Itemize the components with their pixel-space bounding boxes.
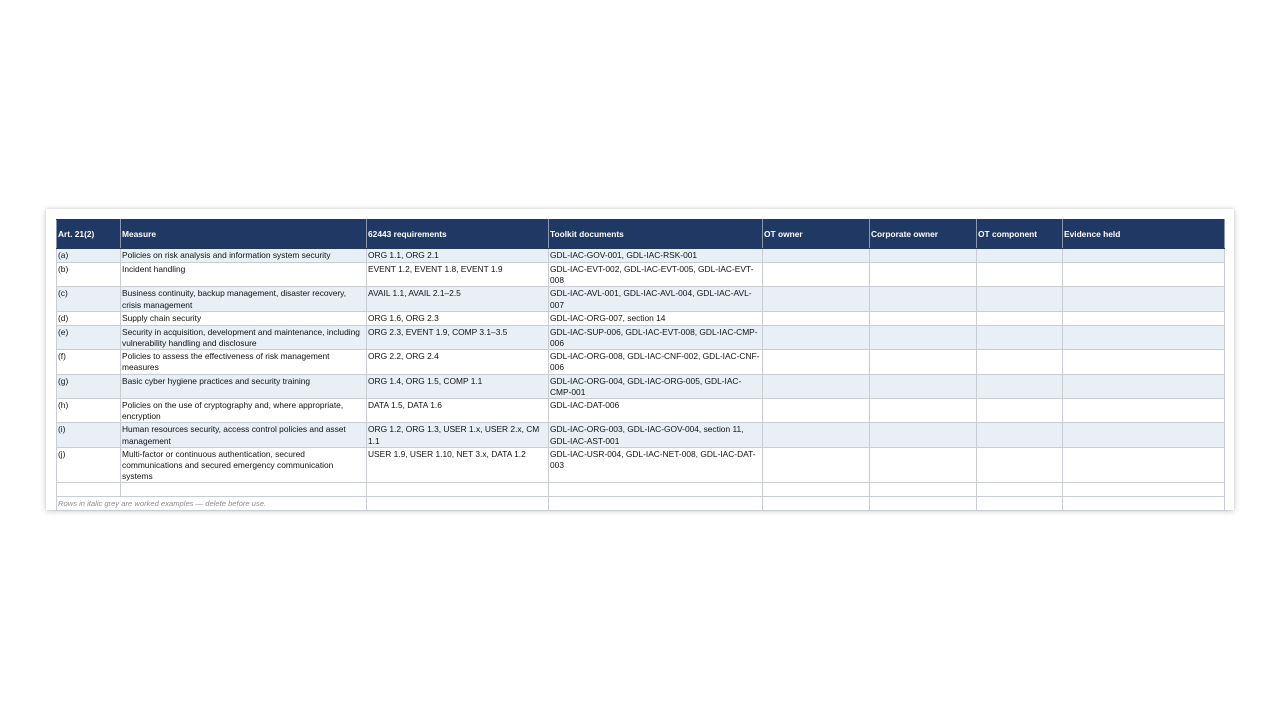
cell-corporate-owner[interactable] <box>870 325 977 349</box>
cell-toolkit-documents[interactable]: GDL-IAC-ORG-008, GDL-IAC-CNF-002, GDL-IAC-CNF-006 <box>549 350 763 374</box>
cell-art[interactable]: (h) <box>57 399 121 423</box>
cell-requirements[interactable]: DATA 1.5, DATA 1.6 <box>367 399 549 423</box>
cell-toolkit-documents[interactable]: GDL-IAC-GOV-001, GDL-IAC-RSK-001 <box>549 249 763 263</box>
cell-art[interactable]: (g) <box>57 374 121 398</box>
cell-art[interactable]: (j) <box>57 447 121 483</box>
header-toolkit-documents[interactable]: Toolkit documents <box>549 220 763 249</box>
cell-evidence-held[interactable] <box>1063 399 1225 423</box>
empty-cell[interactable] <box>549 497 763 511</box>
cell-art[interactable]: (f) <box>57 350 121 374</box>
cell-corporate-owner[interactable] <box>870 287 977 311</box>
empty-cell[interactable] <box>367 497 549 511</box>
cell-measure[interactable]: Security in acquisition, development and maintenance, including vulnerability handling and disclosure <box>121 325 367 349</box>
cell-toolkit-documents[interactable]: GDL-IAC-USR-004, GDL-IAC-NET-008, GDL-IAC-DAT-003 <box>549 447 763 483</box>
cell-evidence-held[interactable] <box>1063 374 1225 398</box>
cell-measure[interactable]: Multi-factor or continuous authentication, secured communications and secured emergency communication systems <box>121 447 367 483</box>
cell-ot-component[interactable] <box>977 447 1063 483</box>
cell-corporate-owner[interactable] <box>870 249 977 263</box>
cell-ot-component[interactable] <box>977 249 1063 263</box>
cell-toolkit-documents[interactable]: GDL-IAC-DAT-006 <box>549 399 763 423</box>
cell-corporate-owner[interactable] <box>870 423 977 447</box>
header-62443-requirements[interactable]: 62443 requirements <box>367 220 549 249</box>
cell-evidence-held[interactable] <box>1063 287 1225 311</box>
empty-cell[interactable] <box>121 483 367 497</box>
cell-corporate-owner[interactable] <box>870 263 977 287</box>
table-row <box>57 249 1225 263</box>
cell-measure[interactable]: Human resources security, access control policies and asset management <box>121 423 367 447</box>
cell-toolkit-documents[interactable]: GDL-IAC-SUP-006, GDL-IAC-EVT-008, GDL-IAC-CMP-006 <box>549 325 763 349</box>
cell-evidence-held[interactable] <box>1063 311 1225 325</box>
cell-requirements[interactable]: ORG 2.2, ORG 2.4 <box>367 350 549 374</box>
cell-evidence-held[interactable] <box>1063 263 1225 287</box>
cell-requirements[interactable]: EVENT 1.2, EVENT 1.8, EVENT 1.9 <box>367 263 549 287</box>
cell-ot-component[interactable] <box>977 350 1063 374</box>
table-row <box>57 423 1225 447</box>
spreadsheet-sheet <box>46 209 1234 510</box>
cell-measure[interactable]: Supply chain security <box>121 311 367 325</box>
table-row <box>57 350 1225 374</box>
cell-requirements[interactable]: USER 1.9, USER 1.10, NET 3.x, DATA 1.2 <box>367 447 549 483</box>
cell-ot-owner[interactable] <box>763 374 870 398</box>
table-row <box>57 399 1225 423</box>
header-ot-component[interactable]: OT component <box>977 220 1063 249</box>
cell-evidence-held[interactable] <box>1063 423 1225 447</box>
cell-requirements[interactable]: ORG 1.2, ORG 1.3, USER 1.x, USER 2.x, CM 1.1 <box>367 423 549 447</box>
table-row <box>57 447 1225 483</box>
table-row <box>57 263 1225 287</box>
empty-cell[interactable] <box>367 483 549 497</box>
cell-art[interactable]: (e) <box>57 325 121 349</box>
cell-requirements[interactable]: ORG 1.4, ORG 1.5, COMP 1.1 <box>367 374 549 398</box>
cell-evidence-held[interactable] <box>1063 447 1225 483</box>
cell-art[interactable]: (c) <box>57 287 121 311</box>
empty-cell[interactable] <box>870 497 977 511</box>
empty-cell[interactable] <box>977 483 1063 497</box>
cell-requirements[interactable]: ORG 1.1, ORG 2.1 <box>367 249 549 263</box>
empty-cell[interactable] <box>549 483 763 497</box>
cell-measure[interactable]: Policies to assess the effectiveness of risk management measures <box>121 350 367 374</box>
cell-art[interactable]: (a) <box>57 249 121 263</box>
header-art-21-2[interactable]: Art. 21(2) <box>57 220 121 249</box>
cell-corporate-owner[interactable] <box>870 374 977 398</box>
table-row <box>57 311 1225 325</box>
cell-measure[interactable]: Basic cyber hygiene practices and security training <box>121 374 367 398</box>
cell-evidence-held[interactable] <box>1063 249 1225 263</box>
header-measure[interactable]: Measure <box>121 220 367 249</box>
cell-ot-owner[interactable] <box>763 423 870 447</box>
cell-corporate-owner[interactable] <box>870 311 977 325</box>
cell-ot-component[interactable] <box>977 311 1063 325</box>
header-corporate-owner[interactable]: Corporate owner <box>870 220 977 249</box>
cell-measure[interactable]: Business continuity, backup management, disaster recovery, crisis management <box>121 287 367 311</box>
cell-requirements[interactable]: ORG 1.6, ORG 2.3 <box>367 311 549 325</box>
empty-cell[interactable] <box>57 483 121 497</box>
cell-ot-owner[interactable] <box>763 287 870 311</box>
header-ot-owner[interactable]: OT owner <box>763 220 870 249</box>
cell-evidence-held[interactable] <box>1063 350 1225 374</box>
cell-art[interactable]: (i) <box>57 423 121 447</box>
table-row <box>57 325 1225 349</box>
cell-toolkit-documents[interactable]: GDL-IAC-ORG-004, GDL-IAC-ORG-005, GDL-IAC-CMP-001 <box>549 374 763 398</box>
empty-cell[interactable] <box>1063 497 1225 511</box>
cell-ot-owner[interactable] <box>763 311 870 325</box>
empty-cell[interactable] <box>870 483 977 497</box>
header-row <box>57 220 1225 249</box>
worked-examples-note[interactable]: Rows in italic grey are worked examples — delete before use. <box>57 497 367 511</box>
cell-measure[interactable]: Policies on the use of cryptography and, where appropriate, encryption <box>121 399 367 423</box>
table-row <box>57 287 1225 311</box>
empty-row <box>57 483 1225 497</box>
cell-ot-owner[interactable] <box>763 325 870 349</box>
empty-cell[interactable] <box>763 497 870 511</box>
cell-corporate-owner[interactable] <box>870 399 977 423</box>
compliance-mapping-table <box>56 219 1225 511</box>
note-row <box>57 497 1225 511</box>
cell-ot-owner[interactable] <box>763 399 870 423</box>
empty-cell[interactable] <box>977 497 1063 511</box>
cell-ot-component[interactable] <box>977 263 1063 287</box>
cell-corporate-owner[interactable] <box>870 447 977 483</box>
cell-toolkit-documents[interactable]: GDL-IAC-ORG-007, section 14 <box>549 311 763 325</box>
cell-ot-component[interactable] <box>977 374 1063 398</box>
cell-ot-component[interactable] <box>977 325 1063 349</box>
empty-cell[interactable] <box>1063 483 1225 497</box>
cell-toolkit-documents[interactable]: GDL-IAC-AVL-001, GDL-IAC-AVL-004, GDL-IAC-AVL-007 <box>549 287 763 311</box>
empty-cell[interactable] <box>763 483 870 497</box>
cell-evidence-held[interactable] <box>1063 325 1225 349</box>
cell-toolkit-documents[interactable]: GDL-IAC-EVT-002, GDL-IAC-EVT-005, GDL-IAC-EVT-008 <box>549 263 763 287</box>
cell-ot-owner[interactable] <box>763 447 870 483</box>
cell-ot-owner[interactable] <box>763 350 870 374</box>
cell-ot-component[interactable] <box>977 287 1063 311</box>
cell-requirements[interactable]: ORG 2.3, EVENT 1.9, COMP 3.1–3.5 <box>367 325 549 349</box>
cell-ot-component[interactable] <box>977 423 1063 447</box>
cell-ot-component[interactable] <box>977 399 1063 423</box>
cell-art[interactable]: (d) <box>57 311 121 325</box>
cell-ot-owner[interactable] <box>763 249 870 263</box>
cell-ot-owner[interactable] <box>763 263 870 287</box>
cell-corporate-owner[interactable] <box>870 350 977 374</box>
cell-toolkit-documents[interactable]: GDL-IAC-ORG-003, GDL-IAC-GOV-004, section 11, GDL-IAC-AST-001 <box>549 423 763 447</box>
table-row <box>57 374 1225 398</box>
cell-measure[interactable]: Policies on risk analysis and information system security <box>121 249 367 263</box>
cell-art[interactable]: (b) <box>57 263 121 287</box>
cell-requirements[interactable]: AVAIL 1.1, AVAIL 2.1–2.5 <box>367 287 549 311</box>
cell-measure[interactable]: Incident handling <box>121 263 367 287</box>
header-evidence-held[interactable]: Evidence held <box>1063 220 1225 249</box>
